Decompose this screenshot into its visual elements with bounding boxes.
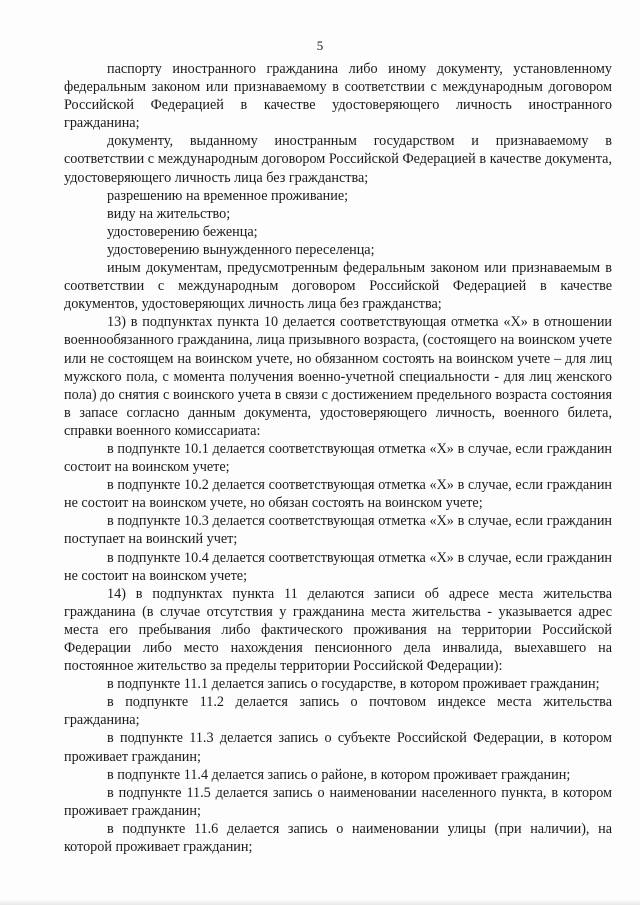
paragraph: удостоверению беженца; — [107, 223, 258, 240]
paragraph: иным документам, предусмотренным федеральным законом или признаваемым в соответствии с международным договором Российской Федерацией в качестве документов, удостоверяющих личность лица без гражданства; — [64, 260, 612, 313]
paragraph: виду на жительство; — [107, 205, 231, 222]
paragraph: в подпункте 10.3 делается соответствующая отметка «X» в случае, если гражданин поступает на воинский учет; — [64, 513, 612, 548]
paragraph: в подпункте 11.6 делается запись о наименовании улицы (при наличии), на которой проживает гражданин; — [64, 820, 612, 856]
page-number: 5 — [316, 38, 324, 53]
paragraph: в подпункте 11.4 делается запись о районе, в котором проживает гражданин; — [107, 766, 571, 783]
paragraph: паспорту иностранного гражданина либо иному документу, установленному федеральным законом или признаваемому в соответствии с международным договором Российской Федерацией в качестве удостоверяющего личность иностранного гражданина; — [64, 61, 612, 132]
paragraph: в подпункте 10.4 делается соответствующая отметка «X» в случае, если гражданин не состоит на воинском учете; — [64, 549, 612, 584]
document-body — [64, 60, 612, 856]
paragraph: 13) в подпунктах пункта 10 делается соответствующая отметка «X» в отношении военнообязанного гражданина, лица призывного возраста, (состоящего на воинском учете или не состоящем на воинском учете, но обязанном состоять на воинском учете – для лиц мужского пола, с момента получения военно-учетной специальности - для лиц женского пола) до снятия с воинского учета в связи с достижением предельного возраста состояния в запасе согласно данным документа, удостоверяющего личность, военного билета, справки военного комиссариата: — [64, 314, 612, 439]
paragraph: 14) в подпунктах пункта 11 делаются записи об адресе места жительства гражданина (в случае отсутствия у гражданина места жительства - указывается адрес места его пребывания либо фактического проживания на территории Российской Федерации либо место нахождения пенсионного дела инвалида, выехавшего на постоянное жительство за пределы территории Российской Федерации): — [64, 585, 612, 675]
paragraph: разрешению на временное проживание; — [107, 187, 349, 204]
page-bottom-edge — [0, 899, 640, 905]
paragraph: в подпункте 11.1 делается запись о государстве, в котором проживает гражданин; — [107, 676, 600, 693]
paragraph: в подпункте 11.2 делается запись о почтовом индексе места жительства гражданина; — [64, 694, 612, 729]
paragraph: удостоверению вынужденного переселенца; — [107, 241, 375, 258]
paragraph: в подпункте 10.1 делается соответствующая отметка «X» в случае, если гражданин состоит на воинском учете; — [64, 440, 612, 476]
paragraph: документу, выданному иностранным государством и признаваемому в соответствии с международным договором Российской Федерацией в качестве документа, удостоверяющего личность лица без гражданства; — [64, 133, 612, 186]
paragraph: в подпункте 11.3 делается запись о субъекте Российской Федерации, в котором проживает гражданин; — [64, 730, 612, 765]
paragraph: в подпункте 11.5 делается запись о наименовании населенного пункта, в котором проживает гражданин; — [64, 784, 612, 819]
paragraph: в подпункте 10.2 делается соответствующая отметка «X» в случае, если гражданин не состоит на воинском учете, но обязан состоять на воинском учете; — [64, 477, 612, 512]
